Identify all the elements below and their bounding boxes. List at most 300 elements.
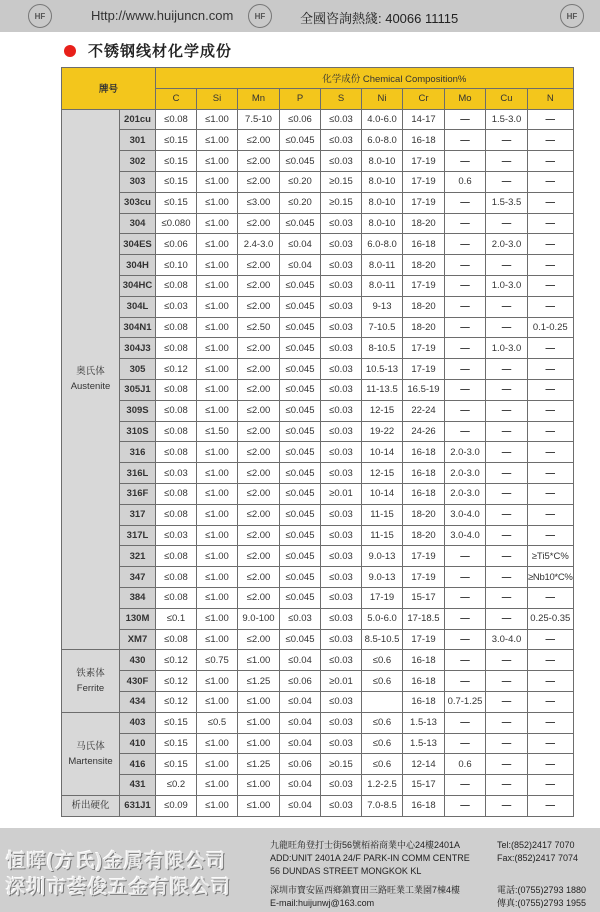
value-cell-cr: 18-20 (403, 317, 445, 338)
value-cell-c: ≤0.08 (156, 629, 197, 650)
value-cell-ni: 7.0-8.5 (362, 795, 403, 816)
value-cell-cr: 17-19 (403, 192, 445, 213)
value-cell-n: 0.1-0.25 (528, 317, 574, 338)
value-cell-cr: 24-26 (403, 421, 445, 442)
column-header-p: P (280, 88, 321, 109)
value-cell-si: ≤1.00 (197, 775, 238, 796)
value-cell-s: ≤0.03 (321, 317, 362, 338)
value-cell-mo: — (445, 379, 486, 400)
value-cell-cu: — (486, 754, 528, 775)
value-cell-n: — (528, 192, 574, 213)
value-cell-mn: ≤2.00 (238, 275, 280, 296)
value-cell-s: ≥0.01 (321, 671, 362, 692)
value-cell-mn: ≤1.00 (238, 775, 280, 796)
value-cell-si: ≤1.00 (197, 317, 238, 338)
sz-address (270, 884, 460, 910)
category-name-en: Austenite (70, 381, 111, 393)
value-cell-s: ≥0.15 (321, 192, 362, 213)
value-cell-si: ≤1.00 (197, 587, 238, 608)
hk-address (270, 839, 470, 878)
value-cell-c: ≤0.08 (156, 275, 197, 296)
value-cell-si: ≤1.00 (197, 504, 238, 525)
value-cell-si: ≤1.00 (197, 608, 238, 629)
value-cell-cu: — (486, 359, 528, 380)
composition-super-header: 化学成份 Chemical Composition% (156, 68, 574, 89)
value-cell-n: — (528, 130, 574, 151)
value-cell-c: ≤0.10 (156, 255, 197, 276)
table-row (62, 109, 574, 130)
table-row (62, 234, 574, 255)
value-cell-mn: ≤2.00 (238, 151, 280, 172)
value-cell-si: ≤1.00 (197, 671, 238, 692)
column-header-cr: Cr (403, 88, 445, 109)
value-cell-n: — (528, 338, 574, 359)
value-cell-p: ≤0.045 (280, 213, 321, 234)
value-cell-p: ≤0.045 (280, 317, 321, 338)
value-cell-p: ≤0.045 (280, 483, 321, 504)
value-cell-s: ≤0.03 (321, 463, 362, 484)
hf-logo-icon: HF (560, 4, 584, 28)
grade-cell: 317L (120, 525, 156, 546)
value-cell-cr: 18-20 (403, 504, 445, 525)
table-row (62, 712, 574, 733)
table-row (62, 691, 574, 712)
value-cell-s: ≥0.15 (321, 754, 362, 775)
value-cell-p: ≤0.045 (280, 442, 321, 463)
value-cell-ni: 10-14 (362, 483, 403, 504)
grade-cell: 309S (120, 400, 156, 421)
value-cell-mn: ≤2.00 (238, 296, 280, 317)
column-header-cu: Cu (486, 88, 528, 109)
value-cell-c: ≤0.12 (156, 650, 197, 671)
value-cell-mn: ≤2.00 (238, 171, 280, 192)
hk-tel: Tel:(852)2417 7070 (497, 840, 575, 850)
value-cell-ni: ≤0.6 (362, 671, 403, 692)
value-cell-mo: — (445, 629, 486, 650)
value-cell-s: ≤0.03 (321, 255, 362, 276)
value-cell-si: ≤1.00 (197, 338, 238, 359)
company-name-hk: 恒晖(方氏)金属有限公司 (6, 851, 227, 872)
value-cell-mo: — (445, 421, 486, 442)
value-cell-si: ≤1.00 (197, 296, 238, 317)
table-row (62, 587, 574, 608)
value-cell-p: ≤0.04 (280, 733, 321, 754)
value-cell-si: ≤1.00 (197, 525, 238, 546)
value-cell-n: ≥Nb10*C% (528, 567, 574, 588)
value-cell-cu: — (486, 504, 528, 525)
grade-cell: 310S (120, 421, 156, 442)
grade-cell: 316L (120, 463, 156, 484)
grade-cell: 347 (120, 567, 156, 588)
value-cell-p: ≤0.045 (280, 296, 321, 317)
value-cell-s: ≤0.03 (321, 712, 362, 733)
grade-cell: 130M (120, 608, 156, 629)
value-cell-mo: 0.7-1.25 (445, 691, 486, 712)
value-cell-mn: ≤2.50 (238, 317, 280, 338)
company-name-sz: 深圳市荟俊五金有限公司 (6, 877, 232, 898)
category-cell (62, 712, 120, 795)
value-cell-mn: ≤2.00 (238, 463, 280, 484)
value-cell-c: ≤0.08 (156, 109, 197, 130)
value-cell-p: ≤0.045 (280, 567, 321, 588)
column-header-mn: Mn (238, 88, 280, 109)
hk-address-cn: 九龍旺角登打士街56號栢裕商業中心24樓2401A (270, 840, 461, 850)
value-cell-p: ≤0.03 (280, 608, 321, 629)
category-cell (62, 650, 120, 712)
value-cell-mn: ≤2.00 (238, 504, 280, 525)
value-cell-c: ≤0.08 (156, 421, 197, 442)
value-cell-c: ≤0.08 (156, 442, 197, 463)
value-cell-mn: ≤1.00 (238, 733, 280, 754)
grade-cell: 303 (120, 171, 156, 192)
value-cell-c: ≤0.080 (156, 213, 197, 234)
value-cell-si: ≤1.00 (197, 567, 238, 588)
grade-cell: 631J1 (120, 795, 156, 816)
column-header-s: S (321, 88, 362, 109)
value-cell-cr: 17-18.5 (403, 608, 445, 629)
value-cell-cr: 16-18 (403, 442, 445, 463)
value-cell-mn: ≤1.00 (238, 712, 280, 733)
value-cell-n: — (528, 650, 574, 671)
table-row (62, 130, 574, 151)
value-cell-si: ≤1.00 (197, 463, 238, 484)
table-row (62, 671, 574, 692)
value-cell-ni: 5.0-6.0 (362, 608, 403, 629)
value-cell-s: ≤0.03 (321, 691, 362, 712)
hk-fax: Fax:(852)2417 7074 (497, 853, 579, 863)
value-cell-si: ≤1.00 (197, 275, 238, 296)
value-cell-c: ≤0.08 (156, 546, 197, 567)
value-cell-cu: — (486, 691, 528, 712)
page-title-row (64, 40, 232, 61)
value-cell-cu: 1.0-3.0 (486, 275, 528, 296)
value-cell-c: ≤0.08 (156, 587, 197, 608)
value-cell-si: ≤1.00 (197, 171, 238, 192)
value-cell-c: ≤0.03 (156, 463, 197, 484)
value-cell-cu: — (486, 400, 528, 421)
value-cell-mo: — (445, 234, 486, 255)
value-cell-p: ≤0.06 (280, 671, 321, 692)
value-cell-si: ≤1.00 (197, 733, 238, 754)
sz-contact (497, 884, 586, 910)
value-cell-cr: 14-17 (403, 109, 445, 130)
value-cell-mn: 7.5-10 (238, 109, 280, 130)
value-cell-c: ≤0.15 (156, 712, 197, 733)
hk-address-en-1: ADD:UNIT 2401A 24/F PARK-IN COMM CENTRE (270, 853, 470, 863)
table-row (62, 546, 574, 567)
grade-cell: XM7 (120, 629, 156, 650)
red-bullet-icon (64, 45, 76, 57)
value-cell-n: — (528, 234, 574, 255)
value-cell-cr: 16-18 (403, 795, 445, 816)
page-title: 不锈钢线材化学成份 (88, 43, 233, 60)
value-cell-cu: 1.5-3.0 (486, 109, 528, 130)
value-cell-mn: ≤1.25 (238, 754, 280, 775)
top-banner (0, 0, 600, 32)
category-name-cn: 铁素体 (76, 668, 105, 679)
value-cell-cr: 17-19 (403, 567, 445, 588)
table-row (62, 379, 574, 400)
value-cell-si: ≤1.00 (197, 359, 238, 380)
value-cell-mo: — (445, 567, 486, 588)
value-cell-mn: ≤3.00 (238, 192, 280, 213)
value-cell-ni: 12-15 (362, 400, 403, 421)
grade-cell: 317 (120, 504, 156, 525)
value-cell-ni: 8.5-10.5 (362, 629, 403, 650)
value-cell-cr: 18-20 (403, 296, 445, 317)
value-cell-cr: 16-18 (403, 130, 445, 151)
value-cell-p: ≤0.06 (280, 109, 321, 130)
table-row (62, 504, 574, 525)
value-cell-ni: 12-15 (362, 463, 403, 484)
value-cell-mo: — (445, 151, 486, 172)
value-cell-mo: — (445, 296, 486, 317)
value-cell-c: ≤0.2 (156, 775, 197, 796)
category-cell (62, 109, 120, 650)
value-cell-si: ≤0.75 (197, 650, 238, 671)
value-cell-cr: 16-18 (403, 463, 445, 484)
value-cell-p: ≤0.04 (280, 650, 321, 671)
value-cell-mo: — (445, 213, 486, 234)
value-cell-mo: — (445, 587, 486, 608)
footer (0, 828, 600, 912)
value-cell-cr: 16.5-19 (403, 379, 445, 400)
value-cell-s: ≤0.03 (321, 629, 362, 650)
value-cell-ni: 11-15 (362, 525, 403, 546)
table-row (62, 338, 574, 359)
value-cell-s: ≥0.15 (321, 171, 362, 192)
value-cell-si: ≤1.00 (197, 795, 238, 816)
category-name-cn: 马氏体 (76, 740, 105, 752)
value-cell-mn: ≤2.00 (238, 525, 280, 546)
table-row (62, 442, 574, 463)
value-cell-ni: 17-19 (362, 587, 403, 608)
value-cell-s: ≤0.03 (321, 213, 362, 234)
value-cell-n: — (528, 795, 574, 816)
value-cell-s: ≤0.03 (321, 775, 362, 796)
value-cell-n: — (528, 671, 574, 692)
value-cell-ni: 10.5-13 (362, 359, 403, 380)
value-cell-c: ≤0.06 (156, 234, 197, 255)
value-cell-mn: ≤2.00 (238, 359, 280, 380)
value-cell-c: ≤0.15 (156, 151, 197, 172)
value-cell-s: ≤0.03 (321, 130, 362, 151)
value-cell-mo: — (445, 338, 486, 359)
value-cell-cu: — (486, 483, 528, 504)
value-cell-p: ≤0.045 (280, 525, 321, 546)
table-row (62, 275, 574, 296)
value-cell-ni: 8-10.5 (362, 338, 403, 359)
value-cell-mn: ≤2.00 (238, 400, 280, 421)
grade-cell: 303cu (120, 192, 156, 213)
grade-cell: 434 (120, 691, 156, 712)
value-cell-n: — (528, 109, 574, 130)
value-cell-cu: — (486, 525, 528, 546)
value-cell-n: — (528, 442, 574, 463)
hotline-text: 全國咨詢熱綫: 40066 11115 (300, 11, 459, 26)
value-cell-ni: 7-10.5 (362, 317, 403, 338)
value-cell-n: — (528, 151, 574, 172)
table-row (62, 213, 574, 234)
value-cell-c: ≤0.12 (156, 691, 197, 712)
category-cell (62, 795, 120, 816)
grade-cell: 304N1 (120, 317, 156, 338)
value-cell-mo: 0.6 (445, 754, 486, 775)
value-cell-cu: — (486, 775, 528, 796)
value-cell-mn: ≤1.00 (238, 650, 280, 671)
value-cell-mn: ≤2.00 (238, 483, 280, 504)
value-cell-s: ≤0.03 (321, 379, 362, 400)
value-cell-n: — (528, 525, 574, 546)
value-cell-n: — (528, 359, 574, 380)
value-cell-cr: 16-18 (403, 483, 445, 504)
category-name-cn: 析出硬化 (71, 800, 110, 812)
value-cell-ni: 8.0-11 (362, 275, 403, 296)
email-link[interactable]: E-mail:huijunwj@163.com (270, 898, 375, 908)
table-row (62, 421, 574, 442)
value-cell-cr: 12-14 (403, 754, 445, 775)
value-cell-cu: — (486, 421, 528, 442)
value-cell-mo: — (445, 317, 486, 338)
value-cell-c: ≤0.15 (156, 192, 197, 213)
table-row (62, 317, 574, 338)
grade-cell: 416 (120, 754, 156, 775)
value-cell-s: ≤0.03 (321, 400, 362, 421)
table-row (62, 629, 574, 650)
table-row (62, 400, 574, 421)
value-cell-si: ≤1.00 (197, 442, 238, 463)
grade-cell: 302 (120, 151, 156, 172)
value-cell-s: ≤0.03 (321, 234, 362, 255)
value-cell-s: ≤0.03 (321, 546, 362, 567)
grade-cell: 304ES (120, 234, 156, 255)
value-cell-p: ≤0.045 (280, 151, 321, 172)
value-cell-c: ≤0.08 (156, 483, 197, 504)
column-header-c: C (156, 88, 197, 109)
value-cell-mn: ≤1.25 (238, 671, 280, 692)
value-cell-ni: ≤0.6 (362, 754, 403, 775)
value-cell-p: ≤0.045 (280, 546, 321, 567)
value-cell-ni: 8.0-11 (362, 255, 403, 276)
value-cell-p: ≤0.04 (280, 712, 321, 733)
value-cell-cu: — (486, 171, 528, 192)
website-url[interactable]: Http://www.huijuncn.com (91, 8, 234, 23)
value-cell-mo: — (445, 130, 486, 151)
value-cell-cr: 1.5-13 (403, 733, 445, 754)
value-cell-p: ≤0.045 (280, 130, 321, 151)
grade-header: 牌号 (62, 68, 156, 110)
value-cell-s: ≤0.03 (321, 296, 362, 317)
hf-logo-icon: HF (28, 4, 52, 28)
value-cell-cu: — (486, 296, 528, 317)
value-cell-si: ≤1.00 (197, 151, 238, 172)
value-cell-ni: ≤0.6 (362, 650, 403, 671)
value-cell-c: ≤0.08 (156, 567, 197, 588)
table-row (62, 650, 574, 671)
sz-address-text: 深圳市寶安區西鄉鎮寶田三路旺業工業園7棟4樓 (270, 885, 461, 895)
value-cell-mn: ≤2.00 (238, 338, 280, 359)
value-cell-s: ≤0.03 (321, 795, 362, 816)
value-cell-c: ≤0.1 (156, 608, 197, 629)
value-cell-cr: 17-19 (403, 151, 445, 172)
table-row (62, 171, 574, 192)
grade-cell: 305J1 (120, 379, 156, 400)
value-cell-ni: 1.2-2.5 (362, 775, 403, 796)
value-cell-p: ≤0.04 (280, 255, 321, 276)
value-cell-si: ≤1.00 (197, 754, 238, 775)
value-cell-si: ≤1.00 (197, 691, 238, 712)
value-cell-cr: 17-19 (403, 359, 445, 380)
value-cell-c: ≤0.12 (156, 359, 197, 380)
value-cell-mn: ≤2.00 (238, 379, 280, 400)
hk-contact (497, 839, 578, 865)
value-cell-cr: 16-18 (403, 650, 445, 671)
value-cell-mo: 3.0-4.0 (445, 525, 486, 546)
value-cell-cu: — (486, 546, 528, 567)
value-cell-n: — (528, 421, 574, 442)
value-cell-cu: 2.0-3.0 (486, 234, 528, 255)
value-cell-n: — (528, 400, 574, 421)
value-cell-cr: 16-18 (403, 691, 445, 712)
value-cell-s: ≤0.03 (321, 151, 362, 172)
value-cell-p: ≤0.04 (280, 691, 321, 712)
value-cell-n: — (528, 379, 574, 400)
value-cell-cr: 16-18 (403, 671, 445, 692)
table-row (62, 754, 574, 775)
value-cell-mo: — (445, 359, 486, 380)
value-cell-c: ≤0.08 (156, 379, 197, 400)
value-cell-mn: ≤2.00 (238, 213, 280, 234)
value-cell-cu: — (486, 213, 528, 234)
value-cell-mo: 2.0-3.0 (445, 463, 486, 484)
value-cell-si: ≤0.5 (197, 712, 238, 733)
chemical-composition-table (61, 67, 574, 817)
value-cell-si: ≤1.00 (197, 629, 238, 650)
value-cell-cu: — (486, 650, 528, 671)
value-cell-p: ≤0.04 (280, 234, 321, 255)
grade-cell: 304H (120, 255, 156, 276)
value-cell-cr: 18-20 (403, 255, 445, 276)
value-cell-c: ≤0.08 (156, 338, 197, 359)
grade-cell: 305 (120, 359, 156, 380)
table-row (62, 733, 574, 754)
value-cell-mn: ≤2.00 (238, 629, 280, 650)
value-cell-n: — (528, 463, 574, 484)
value-cell-cr: 18-20 (403, 213, 445, 234)
value-cell-p: ≤0.045 (280, 400, 321, 421)
category-name-cn: 奥氏体 (76, 366, 105, 378)
value-cell-mn: ≤2.00 (238, 587, 280, 608)
grade-cell: 410 (120, 733, 156, 754)
value-cell-cu: 1.5-3.5 (486, 192, 528, 213)
value-cell-si: ≤1.00 (197, 109, 238, 130)
value-cell-c: ≤0.09 (156, 795, 197, 816)
value-cell-n: — (528, 504, 574, 525)
value-cell-mn: ≤2.00 (238, 442, 280, 463)
value-cell-n: — (528, 255, 574, 276)
table-row (62, 151, 574, 172)
value-cell-s: ≤0.03 (321, 504, 362, 525)
grade-cell: 304 (120, 213, 156, 234)
value-cell-cr: 22-24 (403, 400, 445, 421)
value-cell-cr: 15-17 (403, 775, 445, 796)
value-cell-n: — (528, 629, 574, 650)
value-cell-si: ≤1.00 (197, 234, 238, 255)
value-cell-p: ≤0.04 (280, 775, 321, 796)
value-cell-mo: 3.0-4.0 (445, 504, 486, 525)
value-cell-s: ≤0.03 (321, 587, 362, 608)
value-cell-s: ≤0.03 (321, 733, 362, 754)
